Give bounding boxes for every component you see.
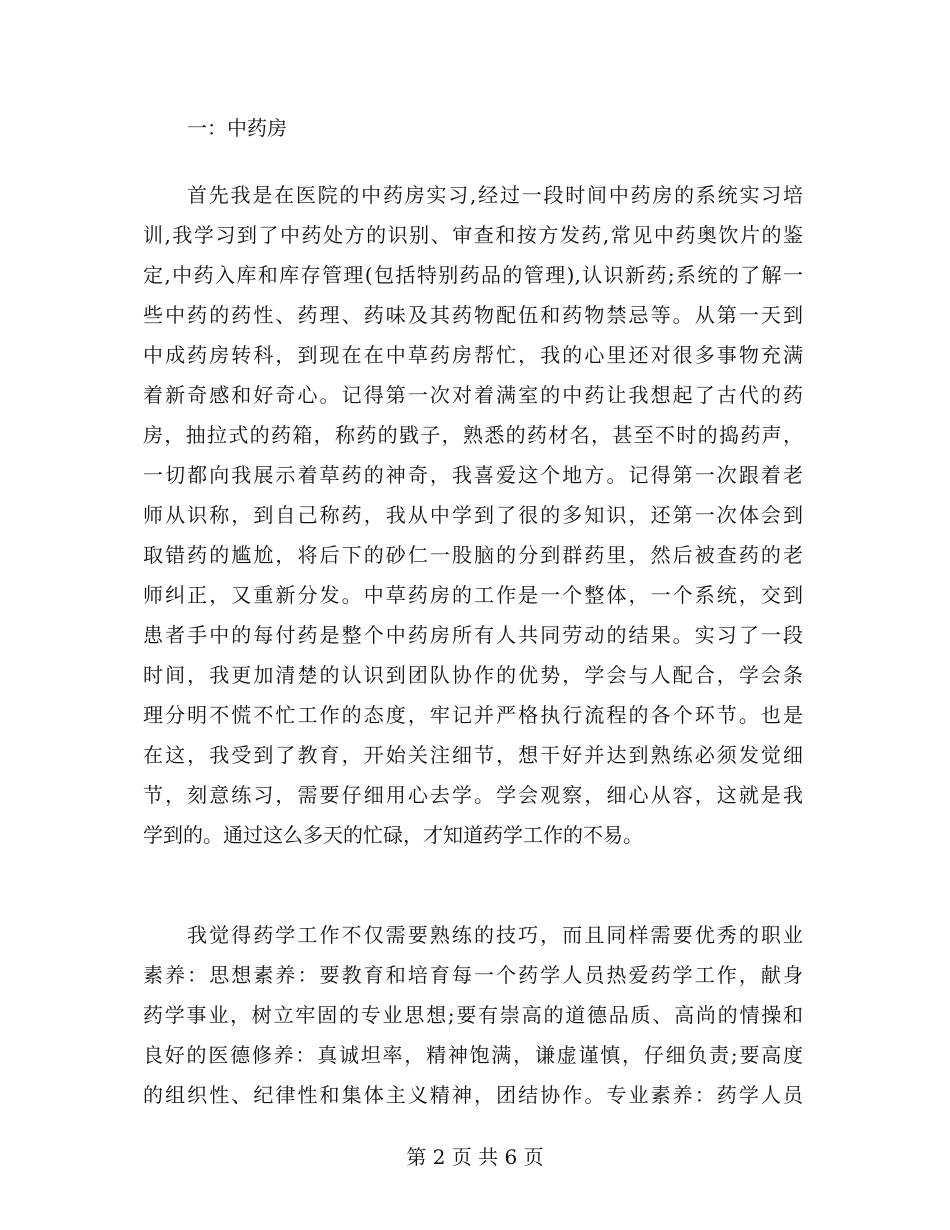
text-line: 学到的。通过这么多天的忙碌，才知道药学工作的不易。	[143, 823, 643, 847]
text-line: 药学事业，树立牢固的专业思想;要有崇高的道德品质、高尚的情操和	[143, 1003, 803, 1027]
text-line: 房，抽拉式的药箱，称药的戥子，熟悉的药材名，甚至不时的捣药声，	[143, 423, 803, 447]
text-line: 理分明不慌不忙工作的态度，牢记并严格执行流程的各个环节。也是	[143, 703, 803, 727]
text-line: 良好的医德修养：真诚坦率，精神饱满，谦虚谨慎，仔细负责;要高度	[143, 1043, 803, 1067]
section-heading: 一：中药房	[187, 116, 287, 140]
paragraph-professional-qualities	[143, 915, 803, 1115]
text-line: 的组织性、纪律性和集体主义精神，团结协作。专业素养：药学人员	[143, 1083, 803, 1107]
text-line: 患者手中的每付药是整个中药房所有人共同劳动的结果。实习了一段	[143, 623, 803, 647]
text-line: 首先我是在医院的中药房实习,经过一段时间中药房的系统实习培	[187, 183, 803, 207]
text-line: 师从识称，到自己称药，我从中学到了很的多知识，还第一次体会到	[143, 503, 803, 527]
text-line: 取错药的尴尬，将后下的砂仁一股脑的分到群药里，然后被查药的老	[143, 543, 803, 567]
text-line: 节，刻意练习，需要仔细用心去学。学会观察，细心从容，这就是我	[143, 783, 803, 807]
paragraph-internship-pharmacy	[143, 175, 803, 855]
text-line: 一切都向我展示着草药的神奇，我喜爱这个地方。记得第一次跟着老	[143, 463, 803, 487]
page-number-footer: 第 2 页 共 6 页	[406, 1145, 544, 1169]
text-line: 些中药的药性、药理、药味及其药物配伍和药物禁忌等。从第一天到	[143, 303, 803, 327]
text-line: 师纠正，又重新分发。中草药房的工作是一个整体，一个系统，交到	[143, 583, 803, 607]
text-line: 我觉得药学工作不仅需要熟练的技巧，而且同样需要优秀的职业	[187, 923, 803, 947]
text-line: 在这，我受到了教育，开始关注细节，想干好并达到熟练必须发觉细	[143, 743, 803, 767]
text-line: 定,中药入库和库存管理(包括特别药品的管理),认识新药;系统的了解一	[143, 263, 803, 287]
text-line: 中成药房转科，到现在在中草药房帮忙，我的心里还对很多事物充满	[143, 343, 803, 367]
text-line: 着新奇感和好奇心。记得第一次对着满室的中药让我想起了古代的药	[143, 383, 803, 407]
text-line: 素养：思想素养：要教育和培育每一个药学人员热爱药学工作，献身	[143, 963, 803, 987]
text-line: 训,我学习到了中药处方的识别、审查和按方发药,常见中药奥饮片的鉴	[143, 223, 803, 247]
text-line: 时间，我更加清楚的认识到团队协作的优势，学会与人配合，学会条	[143, 663, 803, 687]
